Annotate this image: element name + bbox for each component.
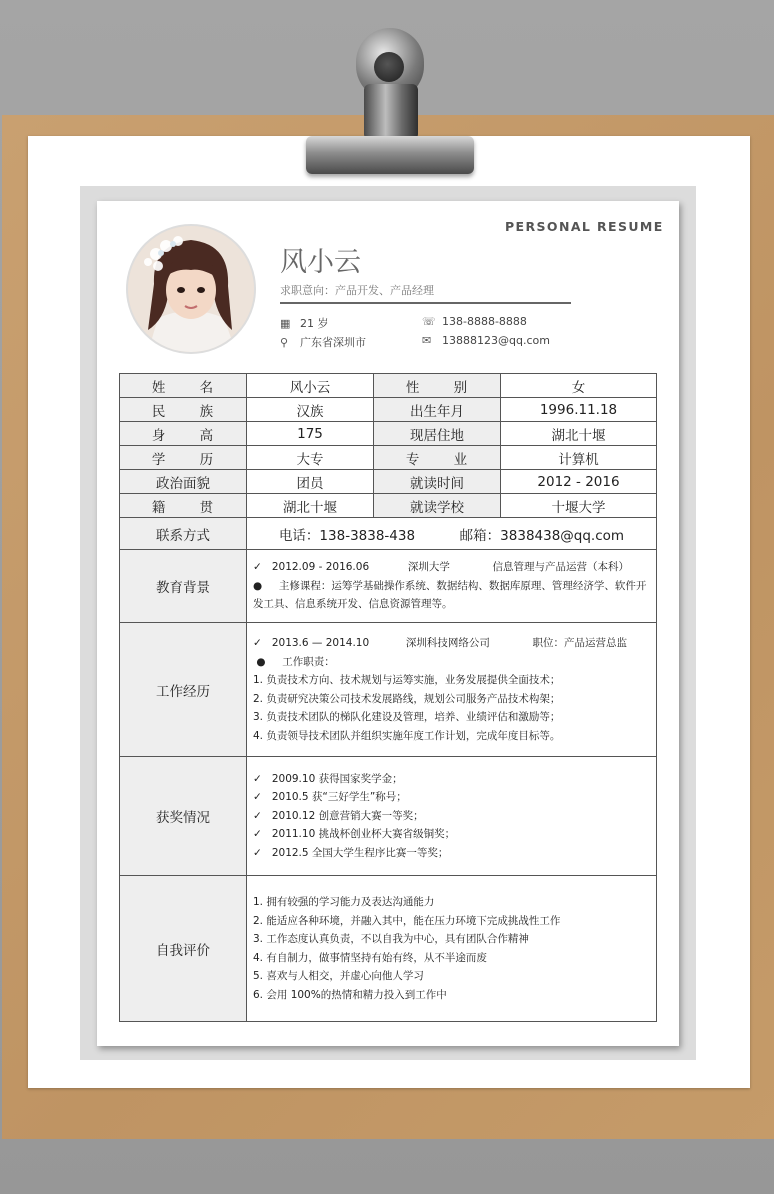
label-cell: 身 高 xyxy=(120,422,247,446)
self-eval-item: 4. 有自制力，做事情坚持有始有终，从不半途而废 xyxy=(253,951,487,964)
award-item xyxy=(253,807,650,826)
location-text: 广东省深圳市 xyxy=(300,336,366,349)
awards-row xyxy=(120,757,657,876)
check-icon: ✓ xyxy=(253,772,262,785)
value-cell: 2012 - 2016 xyxy=(501,470,657,494)
award-text: 2010.12 创意营销大赛一等奖； xyxy=(271,809,424,822)
contact-email: 邮箱：3838438@qq.com xyxy=(459,527,625,544)
education-label: 教育背景 xyxy=(120,550,247,623)
email-text: 13888123@qq.com xyxy=(442,334,550,347)
label-cell: 政治面貌 xyxy=(120,470,247,494)
label-cell: 学 历 xyxy=(120,446,247,470)
age-text: 21 岁 xyxy=(300,317,329,330)
education-courses: 主修课程：运筹学基础操作系统、数据结构、数据库原理、管理经济学、软件开发工具、信息系统开发、信息资源管理等。 xyxy=(253,579,647,611)
value-cell: 汉族 xyxy=(247,398,374,422)
dot-icon: ● xyxy=(253,579,263,592)
work-duty: 2. 负责研究决策公司技术发展路线，规划公司服务产品技术构架； xyxy=(253,692,561,705)
self-eval-item: 6. 会用 100%的热情和精力投入到工作中 xyxy=(253,988,447,1001)
value-cell: 十堰大学 xyxy=(501,494,657,518)
location-pin-icon: ⚲ xyxy=(280,336,289,349)
work-position: 职位：产品运营总监 xyxy=(532,637,628,649)
table-row xyxy=(120,422,657,446)
table-row xyxy=(120,446,657,470)
education-period: 2012.09 - 2016.06 xyxy=(271,561,370,574)
education-content xyxy=(247,550,657,623)
table-row xyxy=(120,494,657,518)
work-period: 2013.6 — 2014.10 xyxy=(271,637,370,649)
work-label: 工作经历 xyxy=(120,623,247,757)
education-major: 信息管理与产品运营（本科） xyxy=(492,561,630,574)
award-text: 2012.5 全国大学生程序比赛一等奖； xyxy=(271,846,449,859)
name-divider xyxy=(280,302,571,304)
contact-phone: 电话：138-3838-438 xyxy=(278,527,416,544)
calendar-icon: ▦ xyxy=(280,317,291,330)
phone-icon: ☏ xyxy=(422,315,436,328)
award-text: 2011.10 挑战杯创业杯大赛省级铜奖； xyxy=(271,828,456,841)
contact-value xyxy=(247,518,657,550)
label-cell: 就读学校 xyxy=(374,494,501,518)
self-eval-row xyxy=(120,876,657,1022)
value-cell: 计算机 xyxy=(501,446,657,470)
email-info xyxy=(422,334,550,347)
self-eval-label: 自我评价 xyxy=(120,876,247,1022)
label-cell: 籍 贯 xyxy=(120,494,247,518)
check-icon: ✓ xyxy=(253,809,262,822)
check-icon: ✓ xyxy=(253,828,262,841)
self-eval-item: 3. 工作态度认真负责，不以自我为中心，具有团队合作精神 xyxy=(253,933,529,945)
contact-label: 联系方式 xyxy=(120,518,247,550)
self-eval-item: 5. 喜欢与人相交，并虚心向他人学习 xyxy=(253,970,424,982)
binder-clip-base xyxy=(306,136,474,174)
education-school: 深圳大学 xyxy=(407,561,450,574)
age-info xyxy=(280,315,329,331)
value-cell: 女 xyxy=(501,374,657,398)
table-row xyxy=(120,374,657,398)
awards-content xyxy=(247,757,657,876)
award-text: 2009.10 获得国家奖学金； xyxy=(271,772,403,785)
award-item xyxy=(253,770,650,789)
label-cell: 姓 名 xyxy=(120,374,247,398)
resume-table xyxy=(119,373,657,1022)
candidate-name: 风小云 xyxy=(280,247,361,278)
binder-clip-neck xyxy=(364,84,418,140)
label-cell: 就读时间 xyxy=(374,470,501,494)
work-row xyxy=(120,623,657,757)
award-text: 2010.5 获“三好学生”称号； xyxy=(271,791,407,804)
check-icon: ✓ xyxy=(253,637,262,649)
work-duties-title: 工作职责： xyxy=(282,655,335,668)
work-company: 深圳科技网络公司 xyxy=(405,637,490,649)
check-icon: ✓ xyxy=(253,561,262,574)
value-cell: 团员 xyxy=(247,470,374,494)
work-duty: 4. 负责领导技术团队并组织实施年度工作计划，完成年度目标等。 xyxy=(253,729,561,742)
award-item xyxy=(253,825,650,844)
check-icon: ✓ xyxy=(253,791,262,804)
dot-icon: ● xyxy=(256,655,266,668)
work-duty: 3. 负责技术团队的梯队化建设及管理，培养、业绩评估和激励等； xyxy=(253,711,561,723)
work-duties-title-line xyxy=(253,653,650,672)
phone-info xyxy=(422,315,527,328)
value-cell: 1996.11.18 xyxy=(501,398,657,422)
check-icon: ✓ xyxy=(253,846,262,859)
resume-header-tag: PERSONAL RESUME xyxy=(505,219,664,234)
self-eval-content xyxy=(247,876,657,1022)
label-cell: 现居住地 xyxy=(374,422,501,446)
award-item xyxy=(253,844,650,863)
label-cell: 民 族 xyxy=(120,398,247,422)
table-row xyxy=(120,398,657,422)
contact-row xyxy=(120,518,657,550)
phone-text: 138-8888-8888 xyxy=(442,315,527,328)
profile-photo-illustration xyxy=(128,226,254,352)
label-cell: 专 业 xyxy=(374,446,501,470)
value-cell: 湖北十堰 xyxy=(247,494,374,518)
job-intent: 求职意向：产品开发、产品经理 xyxy=(280,284,434,297)
self-eval-item: 2. 能适应各种环境，并融入其中，能在压力环境下完成挑战性工作 xyxy=(253,914,561,927)
value-cell: 风小云 xyxy=(247,374,374,398)
location-info xyxy=(280,334,366,350)
value-cell: 湖北十堰 xyxy=(501,422,657,446)
education-line xyxy=(253,558,650,577)
self-eval-item: 1. 拥有较强的学习能力及表达沟通能力 xyxy=(253,896,435,908)
table-row xyxy=(120,470,657,494)
award-item xyxy=(253,788,650,807)
work-duty: 1. 负责技术方向、技术规划与运筹实施，业务发展提供全面技术； xyxy=(253,674,561,686)
value-cell: 大专 xyxy=(247,446,374,470)
label-cell: 性 别 xyxy=(374,374,501,398)
profile-photo xyxy=(126,224,256,354)
education-row xyxy=(120,550,657,623)
education-courses-line xyxy=(253,577,650,614)
binder-clip-hole xyxy=(374,52,404,82)
label-cell: 出生年月 xyxy=(374,398,501,422)
mail-icon: ✉ xyxy=(422,334,432,347)
awards-label: 获奖情况 xyxy=(120,757,247,876)
value-cell: 175 xyxy=(247,422,374,446)
work-content xyxy=(247,623,657,757)
work-line xyxy=(253,634,650,653)
